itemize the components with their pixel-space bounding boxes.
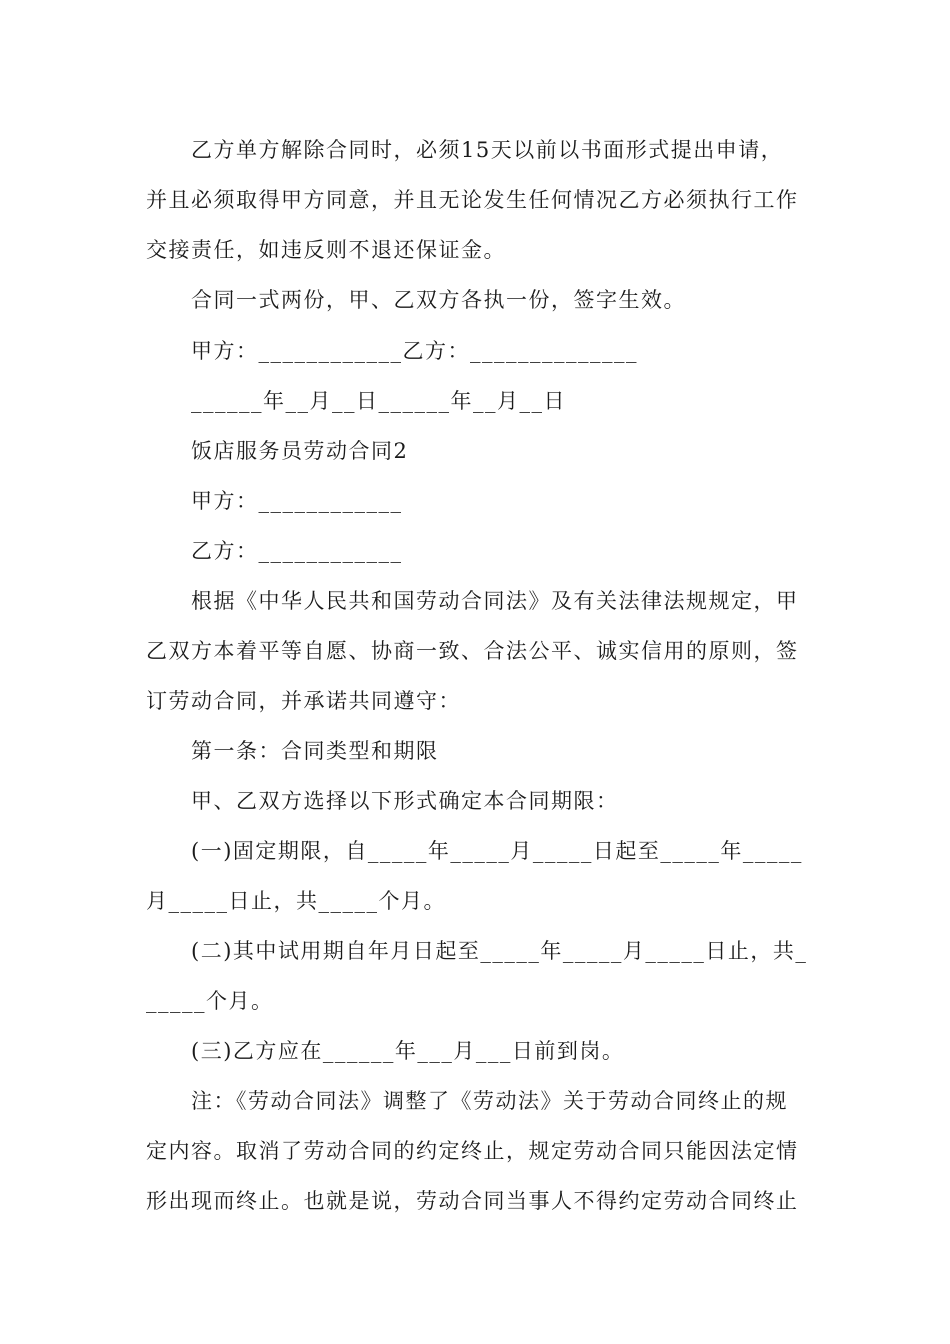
paragraph-line: 甲、乙双方选择以下形式确定本合同期限： — [146, 789, 619, 813]
paragraph-line: _____个月。 — [146, 989, 274, 1013]
paragraph-line: (三)乙方应在______年___月___日前到岗。 — [146, 1039, 625, 1063]
article-heading: 第一条：合同类型和期限 — [146, 739, 439, 763]
party-a-line: 甲方：____________ — [146, 489, 403, 513]
paragraph-line: 乙方单方解除合同时，必须15天以前以书面形式提出申请， — [146, 138, 784, 162]
paragraph-line: 订劳动合同，并承诺共同遵守： — [146, 689, 461, 713]
paragraph-line: 注：《劳动合同法》调整了《劳动法》关于劳动合同终止的规 — [146, 1089, 788, 1113]
paragraph-line: 月_____日止，共_____个月。 — [146, 889, 446, 913]
paragraph-line: 并且必须取得甲方同意，并且无论发生任何情况乙方必须执行工作 — [146, 188, 799, 212]
paragraph-line: 定内容。取消了劳动合同的约定终止，规定劳动合同只能因法定情 — [146, 1139, 799, 1163]
party-b-line: 乙方：____________ — [146, 539, 403, 563]
paragraph-line: 乙双方本着平等自愿、协商一致、合法公平、诚实信用的原则，签 — [146, 639, 799, 663]
paragraph-line: 形出现而终止。也就是说，劳动合同当事人不得约定劳动合同终止 — [146, 1189, 799, 1213]
paragraph-line: (一)固定期限，自_____年_____月_____日起至_____年_____ — [146, 839, 803, 863]
paragraph-line: 交接责任，如违反则不退还保证金。 — [146, 238, 506, 262]
paragraph-line: (二)其中试用期自年月日起至_____年_____月_____日止，共_ — [146, 939, 808, 963]
section-title: 饭店服务员劳动合同2 — [146, 439, 409, 463]
paragraph-line: 合同一式两份，甲、乙双方各执一份，签字生效。 — [146, 288, 686, 312]
paragraph-line: 根据《中华人民共和国劳动合同法》及有关法律法规规定，甲 — [146, 589, 799, 613]
date-line: ______年__月__日______年__月__日 — [146, 389, 566, 413]
signature-line: 甲方：____________乙方：______________ — [146, 339, 638, 363]
